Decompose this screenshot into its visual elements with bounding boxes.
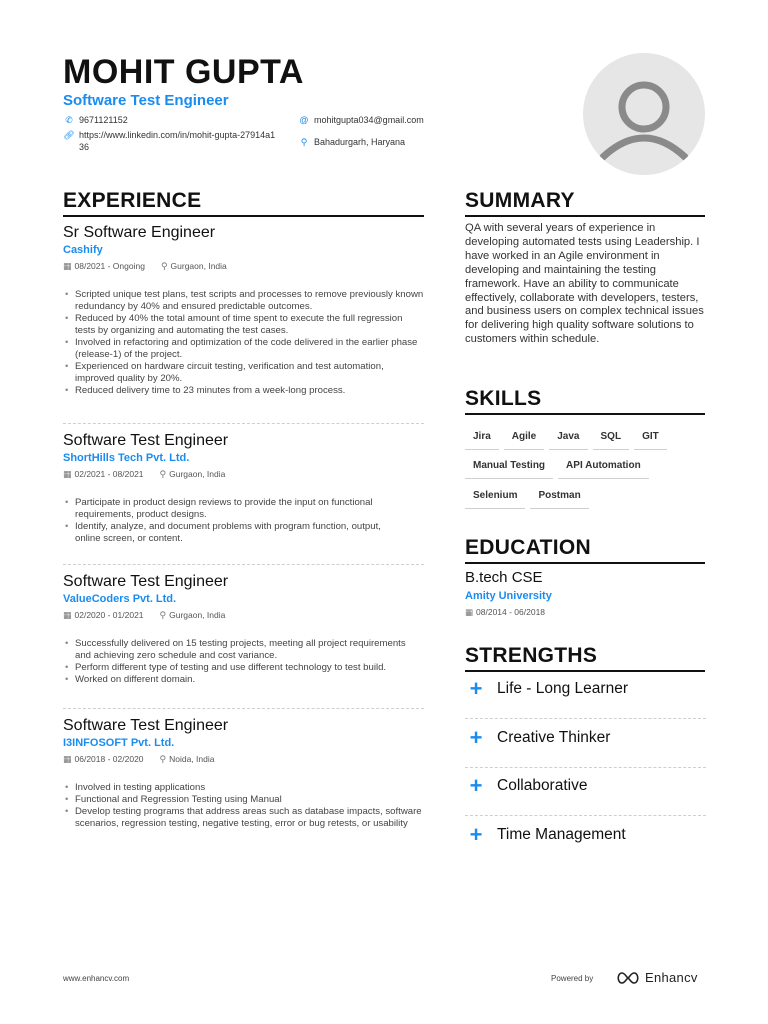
calendar-icon: ▦ [63, 754, 72, 764]
strength-label: Time Management [497, 826, 626, 843]
job-bullets [63, 289, 424, 397]
linkedin-text[interactable]: https://www.linkedin.com/in/mohit-gupta-27914a136 [79, 130, 276, 152]
job-entry [63, 432, 424, 545]
enhancv-logo-icon [615, 971, 641, 985]
job-bullet: • Functional and Regression Testing using Manual [63, 794, 424, 806]
job-divider [63, 708, 424, 709]
strengths-heading: STRENGTHS [465, 643, 705, 672]
skills-row [465, 459, 654, 479]
job-bullet: • Identify, analyze, and document problems with program function, output, online screen, or content. [63, 521, 424, 545]
strength-divider [465, 767, 706, 768]
summary-text: QA with several years of experience in developing automated tests using Leadership. I have worked in an Agile environment in developing and maintaining the testing framework. Have an ability to communicate effectively, collaborate with developers, testers, and business users on complex technical issues for delivering high quality software solutions to customers within schedule. [465, 222, 704, 346]
location-text: Bahadurgarh, Haryana [314, 137, 406, 147]
enhancv-logo[interactable] [615, 970, 698, 985]
strength-divider [465, 815, 706, 816]
phone-icon: ✆ [65, 115, 73, 125]
job-bullet: • Reduced by 40% the total amount of time spent to execute the full regression tests by organizing and automating the test cases. [63, 313, 424, 337]
job-meta [63, 753, 424, 765]
job-title: Software Test Engineer [63, 573, 229, 590]
calendar-icon: ▦ [63, 469, 72, 479]
phone-text: 9671121152 [79, 115, 128, 125]
footer-url[interactable]: www.enhancv.com [63, 974, 130, 983]
map-pin-icon: ⚲ [300, 137, 308, 147]
job-bullet: • Successfully delivered on 15 testing projects, meeting all project requirements and achieving zero schedule and cost variance. [63, 638, 424, 662]
job-dates: 08/2021 - Ongoing [74, 261, 145, 271]
job-location: Gurgaon, India [169, 469, 226, 479]
skill-tag: Agile [504, 430, 544, 450]
job-bullet: • Experienced on hardware circuit testing, verification and test automation, improved quality by 20%. [63, 361, 424, 385]
education-heading: EDUCATION [465, 535, 705, 564]
link-icon: 🔗︎ [63, 130, 75, 140]
summary-heading: SUMMARY [465, 188, 705, 217]
at-icon: @ [299, 115, 309, 125]
skill-tag: GIT [634, 430, 667, 450]
job-company: ShortHills Tech Pvt. Ltd. [63, 452, 190, 464]
skill-tag: Postman [530, 489, 588, 509]
job-title: Software Test Engineer [63, 432, 229, 449]
skill-tag: Java [549, 430, 587, 450]
job-dates: 02/2021 - 08/2021 [74, 469, 144, 479]
candidate-role: Software Test Engineer [63, 92, 229, 109]
skill-tag: Selenium [465, 489, 525, 509]
email-text[interactable]: mohitgupta034@gmail.com [314, 115, 424, 125]
contact-linkedin[interactable] [63, 129, 278, 153]
education-school: Amity University [465, 590, 552, 602]
map-pin-icon: ⚲ [159, 469, 167, 479]
job-title: Sr Software Engineer [63, 224, 216, 241]
calendar-icon: ▦ [63, 610, 72, 620]
user-silhouette-icon [583, 53, 705, 175]
plus-icon: + [469, 822, 483, 847]
job-location: Noida, India [169, 754, 215, 764]
skill-tag: API Automation [558, 459, 649, 479]
job-meta [63, 609, 424, 621]
job-bullet: • Worked on different domain. [63, 674, 424, 686]
education-degree: B.tech CSE [465, 569, 543, 586]
education-dates [465, 606, 545, 618]
strength-divider [465, 718, 706, 719]
job-company: ValueCoders Pvt. Ltd. [63, 593, 177, 605]
map-pin-icon: ⚲ [159, 610, 167, 620]
skills-row [465, 489, 594, 509]
map-pin-icon: ⚲ [160, 261, 168, 271]
enhancv-brand: Enhancv [645, 970, 698, 985]
experience-heading: EXPERIENCE [63, 188, 424, 217]
job-bullet: • Perform different type of testing and use different technology to test build. [63, 662, 424, 674]
calendar-icon: ▦ [465, 607, 474, 617]
job-dates: 06/2018 - 02/2020 [74, 754, 144, 764]
strength-item [465, 824, 706, 872]
job-bullets [63, 497, 424, 545]
skill-tag: Manual Testing [465, 459, 553, 479]
job-divider [63, 423, 424, 424]
job-dates: 02/2020 - 01/2021 [74, 610, 144, 620]
job-location: Gurgaon, India [170, 261, 227, 271]
map-pin-icon: ⚲ [159, 754, 167, 764]
plus-icon: + [469, 676, 483, 701]
job-title: Software Test Engineer [63, 717, 229, 734]
skill-tag: SQL [593, 430, 630, 450]
job-company: I3INFOSOFT Pvt. Ltd. [63, 737, 175, 749]
job-divider [63, 564, 424, 565]
job-company: Cashify [63, 244, 103, 256]
footer-powered-by: Powered by [551, 974, 594, 983]
skills-heading: SKILLS [465, 386, 705, 415]
plus-icon: + [469, 725, 483, 750]
job-bullet: • Reduced delivery time to 23 minutes from a week-long process. [63, 385, 424, 397]
strength-label: Collaborative [497, 777, 588, 794]
avatar [583, 53, 705, 175]
plus-icon: + [469, 773, 483, 798]
job-bullets [63, 782, 424, 830]
contact-location [298, 136, 405, 148]
skills-row [465, 430, 672, 450]
contact-phone [63, 114, 128, 126]
job-entry [63, 224, 424, 397]
job-bullet: • Involved in testing applications [63, 782, 424, 794]
job-bullet: • Develop testing programs that address areas such as database impacts, software scenarios, regression testing, negative testing, error or bug retests, or usability [63, 806, 424, 830]
job-bullets [63, 638, 424, 686]
calendar-icon: ▦ [63, 261, 72, 271]
job-bullet: • Participate in product design reviews to provide the input on functional requirements, product designs. [63, 497, 424, 521]
job-entry [63, 717, 424, 830]
job-meta [63, 260, 424, 272]
job-location: Gurgaon, India [169, 610, 226, 620]
strength-label: Life - Long Learner [497, 680, 628, 697]
contact-email[interactable] [298, 114, 424, 126]
job-bullet: • Involved in refactoring and optimization of the code delivered in the earlier phase (release-1) of the project. [63, 337, 424, 361]
job-entry [63, 573, 424, 686]
skill-tag: Jira [465, 430, 499, 450]
candidate-name: MOHIT GUPTA [63, 53, 304, 91]
job-bullet: • Scripted unique test plans, test scripts and processes to remove previously known redundancy by 40% and ensured predictable outcomes. [63, 289, 424, 313]
education-dates-text: 08/2014 - 06/2018 [476, 607, 546, 617]
job-meta [63, 468, 424, 480]
strength-label: Creative Thinker [497, 729, 611, 746]
